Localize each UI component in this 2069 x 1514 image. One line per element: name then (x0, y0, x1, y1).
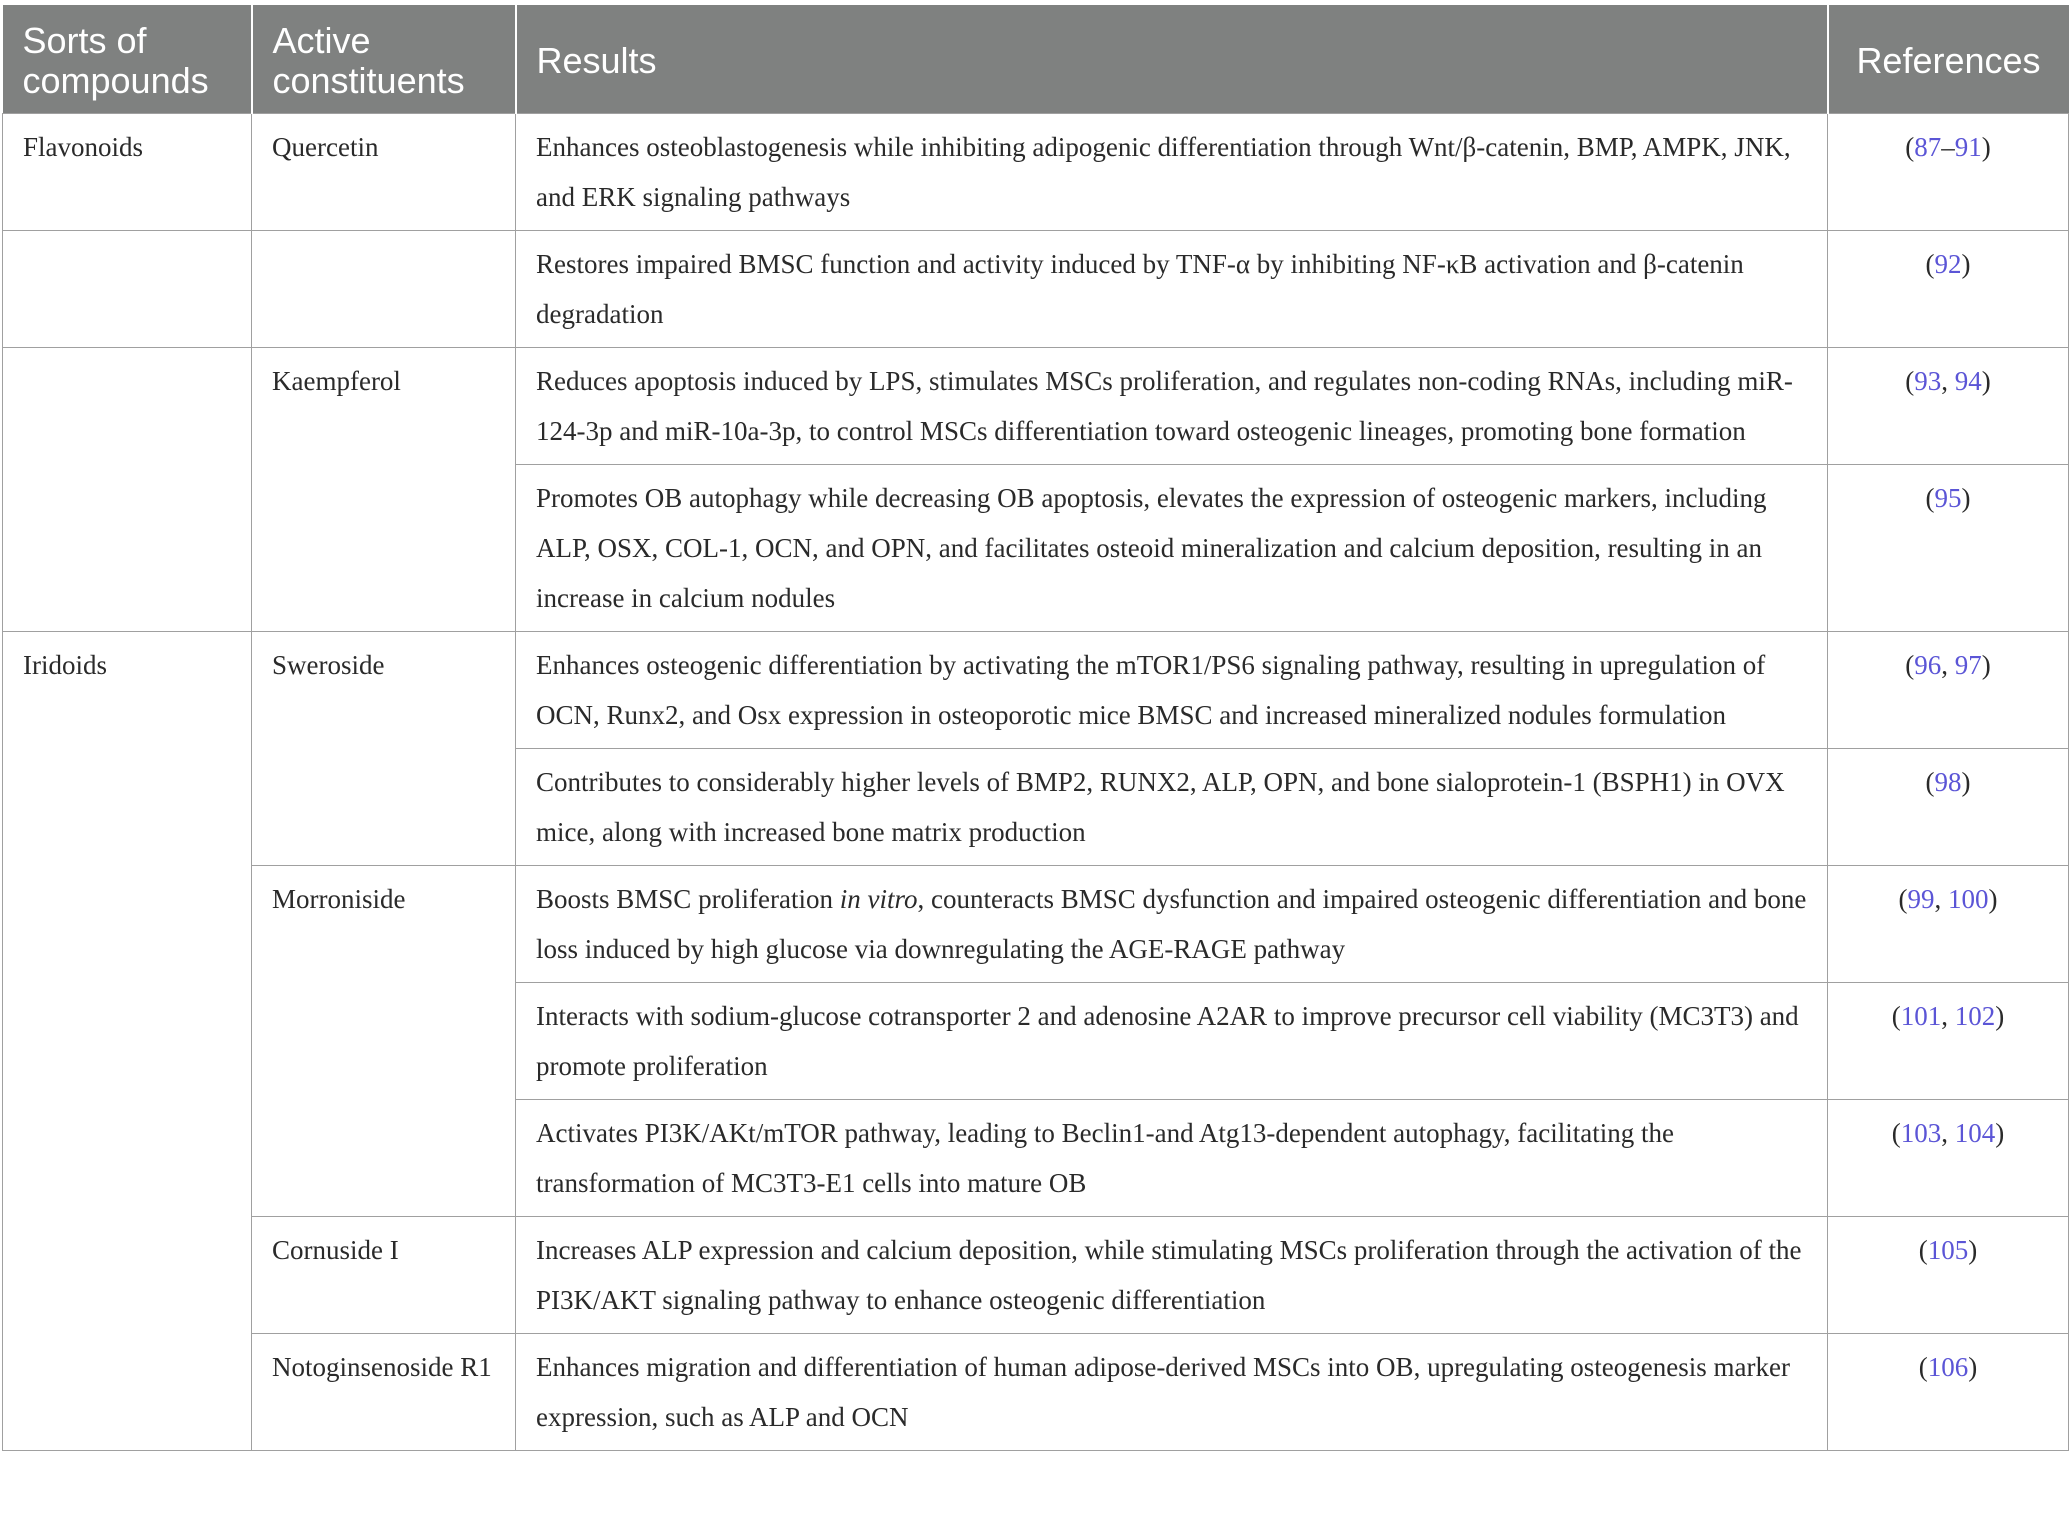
citation-link[interactable]: 105 (1927, 1235, 1969, 1265)
table-row (3, 866, 2069, 983)
table-row (3, 114, 2069, 231)
sort-cell: Iridoids (3, 632, 252, 1451)
citation-link[interactable]: 103 (1900, 1118, 1942, 1148)
sort-cell (3, 231, 252, 348)
table-row (3, 1334, 2069, 1451)
result-cell: Boosts BMSC proliferation in vitro, counteracts BMSC dysfunction and impaired osteogenic differentiation and bone loss induced by high glucose via downregulating the AGE-RAGE pathway (516, 866, 1828, 983)
compounds-table (2, 5, 2069, 1451)
reference-cell: (98) (1828, 749, 2069, 866)
constituent-cell: Morroniside (252, 866, 516, 1217)
reference-cell: (106) (1828, 1334, 2069, 1451)
result-cell: Enhances osteoblastogenesis while inhibiting adipogenic differentiation through Wnt/β-catenin, BMP, AMPK, JNK, and ERK signaling pathways (516, 114, 1828, 231)
constituent-cell: Kaempferol (252, 348, 516, 632)
citation-link[interactable]: 92 (1934, 249, 1962, 279)
constituent-cell (252, 231, 516, 348)
constituent-cell: Sweroside (252, 632, 516, 866)
header-sorts-of-compounds: Sorts of compounds (3, 5, 252, 114)
sort-cell (3, 348, 252, 632)
reference-cell: (103, 104) (1828, 1100, 2069, 1217)
header-results: Results (516, 5, 1828, 114)
citation-link[interactable]: 94 (1954, 366, 1982, 396)
reference-cell: (99, 100) (1828, 866, 2069, 983)
reference-cell: (96, 97) (1828, 632, 2069, 749)
constituent-cell: Quercetin (252, 114, 516, 231)
result-cell: Enhances osteogenic differentiation by activating the mTOR1/PS6 signaling pathway, resulting in upregulation of OCN, Runx2, and Osx expression in osteoporotic mice BMSC and increased mineralized nodules formulation (516, 632, 1828, 749)
reference-cell: (95) (1828, 465, 2069, 632)
table-row (3, 632, 2069, 749)
result-cell: Contributes to considerably higher levels of BMP2, RUNX2, ALP, OPN, and bone sialoprotein-1 (BSPH1) in OVX mice, along with increased bone matrix production (516, 749, 1828, 866)
reference-cell: (87–91) (1828, 114, 2069, 231)
header-references: References (1828, 5, 2069, 114)
citation-link[interactable]: 91 (1954, 132, 1982, 162)
result-cell: Activates PI3K/AKt/mTOR pathway, leading to Beclin1-and Atg13-dependent autophagy, facilitating the transformation of MC3T3-E1 cells into mature OB (516, 1100, 1828, 1217)
result-cell: Reduces apoptosis induced by LPS, stimulates MSCs proliferation, and regulates non-coding RNAs, including miR-124-3p and miR-10a-3p, to control MSCs differentiation toward osteogenic lineages, promoting bone formation (516, 348, 1828, 465)
header-active-constituents: Active constituents (252, 5, 516, 114)
constituent-cell: Cornuside I (252, 1217, 516, 1334)
reference-cell: (93, 94) (1828, 348, 2069, 465)
table-row (3, 231, 2069, 348)
citation-link[interactable]: 101 (1900, 1001, 1942, 1031)
reference-cell: (92) (1828, 231, 2069, 348)
result-cell: Enhances migration and differentiation of human adipose-derived MSCs into OB, upregulating osteogenesis marker expression, such as ALP and OCN (516, 1334, 1828, 1451)
reference-cell: (105) (1828, 1217, 2069, 1334)
table-row (3, 348, 2069, 465)
citation-link[interactable]: 87 (1914, 132, 1942, 162)
table-header-row (3, 5, 2069, 114)
reference-cell: (101, 102) (1828, 983, 2069, 1100)
citation-link[interactable]: 95 (1934, 483, 1962, 513)
citation-link[interactable]: 98 (1934, 767, 1962, 797)
sort-cell: Flavonoids (3, 114, 252, 231)
citation-link[interactable]: 99 (1907, 884, 1935, 914)
constituent-cell: Notoginsenoside R1 (252, 1334, 516, 1451)
result-cell: Restores impaired BMSC function and activity induced by TNF-α by inhibiting NF-κB activation and β-catenin degradation (516, 231, 1828, 348)
table-row (3, 1217, 2069, 1334)
citation-link[interactable]: 97 (1954, 650, 1982, 680)
result-cell: Promotes OB autophagy while decreasing OB apoptosis, elevates the expression of osteogenic markers, including ALP, OSX, COL-1, OCN, and OPN, and facilitates osteoid mineralization and calcium deposition, resulting in an increase in calcium nodules (516, 465, 1828, 632)
citation-link[interactable]: 106 (1927, 1352, 1969, 1382)
citation-link[interactable]: 96 (1914, 650, 1942, 680)
result-cell: Increases ALP expression and calcium deposition, while stimulating MSCs proliferation through the activation of the PI3K/AKT signaling pathway to enhance osteogenic differentiation (516, 1217, 1828, 1334)
citation-link[interactable]: 104 (1954, 1118, 1996, 1148)
result-cell: Interacts with sodium-glucose cotransporter 2 and adenosine A2AR to improve precursor cell viability (MC3T3) and promote proliferation (516, 983, 1828, 1100)
citation-link[interactable]: 102 (1954, 1001, 1996, 1031)
citation-link[interactable]: 93 (1914, 366, 1942, 396)
citation-link[interactable]: 100 (1948, 884, 1989, 914)
